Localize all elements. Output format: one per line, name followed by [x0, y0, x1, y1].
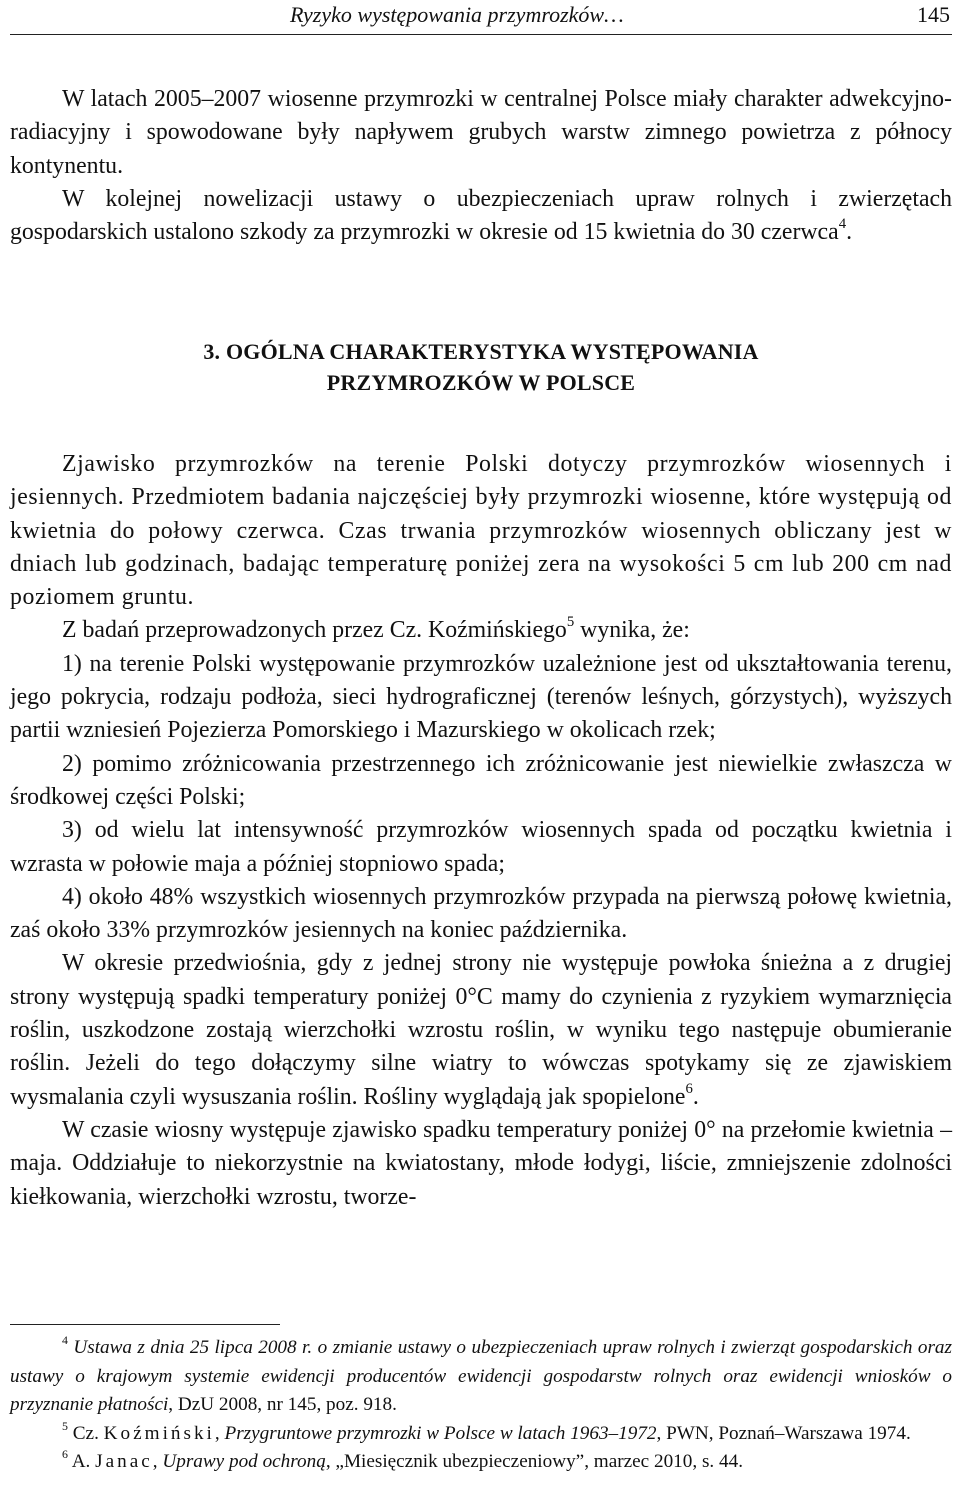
paragraph [10, 614, 952, 647]
paragraph: W czasie wiosny występuje zjawisko spadku temperatury poniżej 0° na przełomie kwietnia – maja. Oddziałuje to niekorzystnie na kwiatostany, młode łodygi, liście, zmniejszenie zdolności kiełkowania, wierzchołki wzrostu, tworze- [10, 1116, 952, 1210]
footnote-title: Uprawy pod ochroną [162, 1451, 326, 1472]
footnote-details: , PWN, Poznań–Warszawa 1974. [656, 1422, 911, 1444]
running-title: Ryzyko występowania przymrozków… [290, 2, 624, 27]
paragraph [10, 183, 952, 250]
footnote-6 [10, 1448, 952, 1477]
footnote-ref: 5 [566, 614, 575, 631]
footnote-title: Przygruntowe przymrozki w Polsce w latach 1963–1972 [224, 1422, 657, 1444]
paragraph-end: . [692, 1083, 699, 1110]
footnote-number: 6 [62, 1447, 68, 1462]
footnote-number: 4 [62, 1333, 68, 1348]
footnotes [10, 1334, 952, 1477]
list-item: 4) około 48% wszystkich wiosennych przymrozków przypada na pierwszą połowę kwietnia, zaś około 33% przymrozków jesiennych na koniec października. [10, 883, 952, 944]
footnote-details: , „Miesięcznik ubezpieczeniowy”, marzec 2010, s. 44. [325, 1451, 743, 1472]
paragraph-end: . [846, 219, 853, 246]
running-header [10, 0, 952, 35]
document-page [10, 0, 952, 1501]
footnote-4 [10, 1334, 952, 1420]
page-number: 145 [917, 2, 950, 27]
paragraph: Zjawisko przymrozków na terenie Polski dotyczy przymrozków wiosennych i jesiennych. Przedmiotem badania najczęściej były przymrozki wiosenne, które występują od kwietnia do połowy czerwca. Czas trwania przymrozków wiosennych obliczany jest w dniach lub godzinach, badając temperaturę poniżej zera na wysokości 5 cm lub 200 cm nad poziomem gruntu. [10, 451, 952, 611]
section-heading [10, 336, 952, 398]
section-heading-line-2: PRZYMROZKÓW W POLSCE [326, 370, 636, 395]
footnote-prefix: A. [71, 1451, 96, 1472]
footnote-5 [10, 1420, 952, 1449]
list-item: 2) pomimo zróżnicowania przestrzennego ich zróżnicowanie jest niewielkie zwłaszcza w środkowej części Polski; [10, 750, 952, 810]
footnote-number: 5 [62, 1418, 68, 1433]
paragraph-text: W okresie przedwiośnia, gdy z jednej strony nie występuje powłoka śnieżna a z drugiej strony występują spadki temperatury poniżej 0°C mamy do czynienia z ryzykiem wymarznięcia roślin, uszkodzone zostają wierzchołki wzrostu roślin, w wyniku tego następuje obumieranie roślin. Jeżeli do tego dołączymy silne wiatry to wówczas spotykamy się ze zjawiskiem wysmalania czyli wysuszania roślin. Rośliny wyglądają jak spopielone [10, 950, 952, 1110]
main-block [10, 448, 952, 1214]
list-item: 1) na terenie Polski występowanie przymrozków uzależnione jest od ukształtowania terenu, jego pokrycia, rodzaju podłoża, sieci hydrograficznej (terenów leśnych, górzystych), wyższych partii wzniesień Pojezierza Pomorskiego i Mazurskiego w okolicach rzek; [10, 650, 952, 744]
footnote-separator: , [214, 1422, 225, 1444]
footnote-title: Ustawa z dnia 25 lipca 2008 r. o zmianie ustawy o ubezpieczeniach upraw rolnych i zwierząt gospodarskich oraz ustawy o krajowym systemie ewidencji producentów ewidencji gospodarstw rolnych oraz ewidencji wniosków o przyznanie płatności [10, 1337, 952, 1415]
paragraph-text: Z badań przeprowadzonych przez Cz. Koźmińskiego [62, 617, 567, 644]
section-heading-line-1: 3. OGÓLNA CHARAKTERYSTYKA WYSTĘPOWANIA [203, 339, 759, 364]
footnote-author: Janac [95, 1451, 153, 1472]
paragraph [10, 947, 952, 1113]
intro-block [10, 83, 952, 249]
footnote-ref: 6 [685, 1080, 693, 1097]
footnote-author: Koźmiński [103, 1422, 215, 1444]
footnote-separator: , [152, 1451, 163, 1472]
paragraph-end: wynika, że: [574, 617, 690, 644]
list-item: 3) od wielu lat intensywność przymrozków wiosennych spada od początku kwietnia i wzrasta w połowie maja a później stopniowo spada; [10, 817, 952, 877]
footnote-prefix: Cz. [72, 1422, 104, 1444]
footnote-divider [10, 1324, 280, 1325]
footnote-details: , DzU 2008, nr 145, poz. 918. [168, 1394, 397, 1415]
footnote-ref: 4 [838, 216, 847, 233]
paragraph: W latach 2005–2007 wiosenne przymrozki w centralnej Polsce miały charakter adwekcyjno-radiacyjny i spowodowane były napływem grubych warstw zimnego powietrza z północy kontynentu. [10, 86, 952, 179]
paragraph-text: W kolejnej nowelizacji ustawy o ubezpieczeniach upraw rolnych i zwierzętach gospodarskich ustalono szkody za przymrozki w okresie od 15 kwietnia do 30 czerwca [10, 185, 952, 246]
